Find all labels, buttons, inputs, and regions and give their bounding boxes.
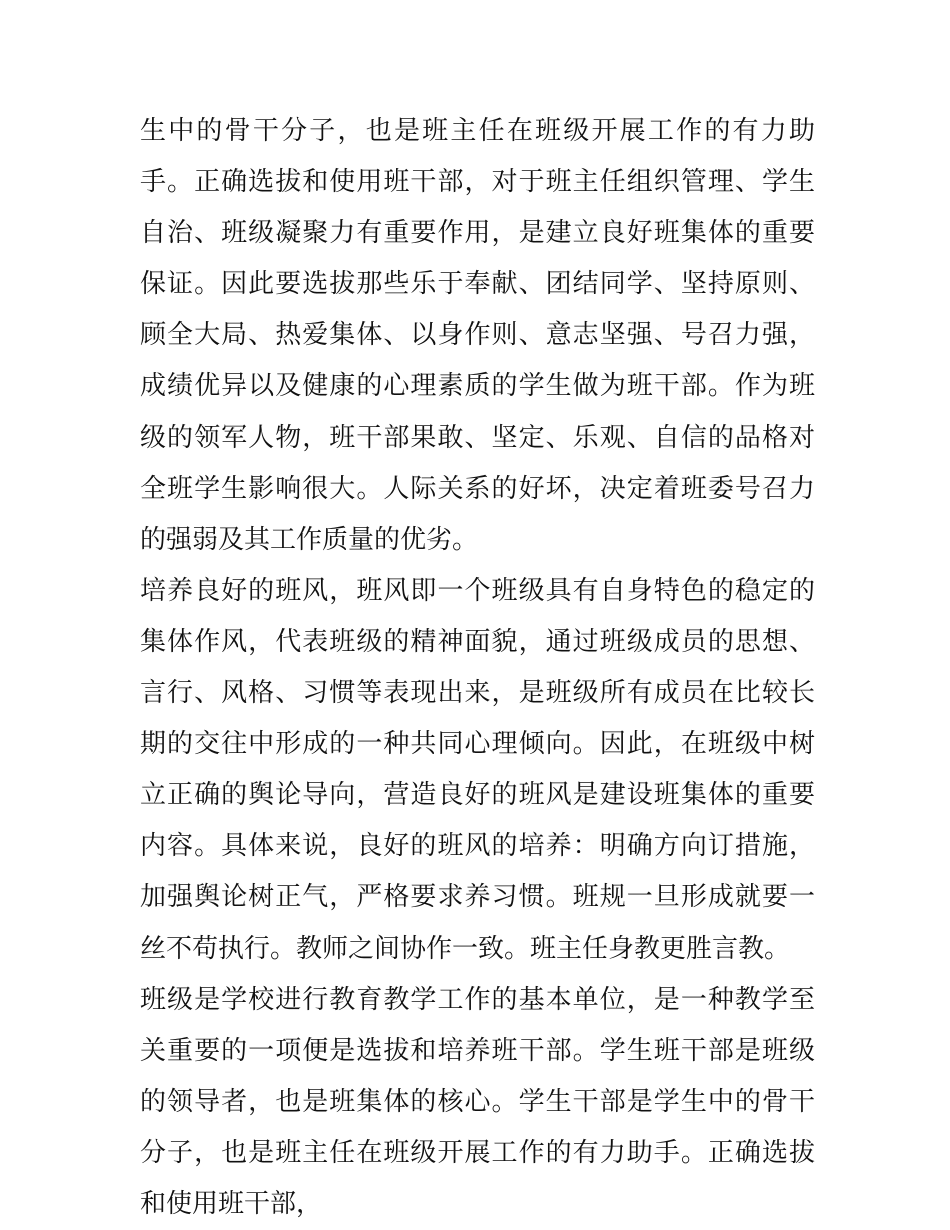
paragraph-2: 培养良好的班风，班风即一个班级具有自身特色的稳定的集体作风，代表班级的精神面貌，通过班级成员的思想、言行、风格、习惯等表现出来，是班级所有成员在比较长期的交往中形成的一种共同心理倾向。因此，在班级中树立正确的舆论导向，营造良好的班风是建设班集体的重要内容。具体来说，良好的班风的培养：明确方向订措施，加强舆论树正气，严格要求养习惯。班规一旦形成就要一丝不苟执行。教师之间协作一致。班主任身教更胜言教。 [140, 575, 815, 964]
paragraph-3: 班级是学校进行教育教学工作的基本单位，是一种教学至关重要的一项便是选拔和培养班干部。学生班干部是班级的领导者，也是班集体的核心。学生干部是学生中的骨干分子，也是班主任在班级开展工作的有力助手。正确选拔和使用班干部， [140, 984, 815, 1219]
paragraph-1: 生中的骨干分子，也是班主任在班级开展工作的有力助手。正确选拔和使用班干部，对于班主任组织管理、学生自治、班级凝聚力有重要作用，是建立良好班集体的重要保证。因此要选拔那些乐于奉献、团结同学、坚持原则、顾全大局、热爱集体、以身作则、意志坚强、号召力强，成绩优异以及健康的心理素质的学生做为班干部。作为班级的领军人物，班干部果敢、坚定、乐观、自信的品格对全班学生影响很大。人际关系的好坏，决定着班委号召力的强弱及其工作质量的优劣。 [140, 116, 815, 555]
document-body [140, 106, 815, 1230]
